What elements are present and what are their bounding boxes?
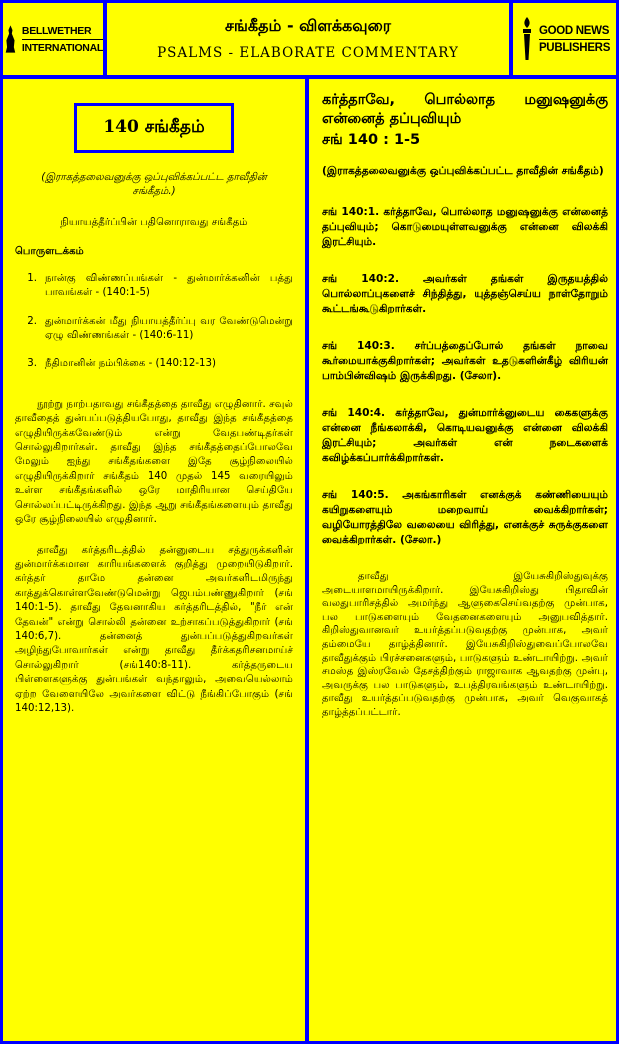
logo-left-line2: INTERNATIONAL bbox=[21, 41, 103, 54]
verse-140-1: சங் 140:1. கர்த்தாவே, பொல்லாத மனுஷனுக்கு என்னைத் தப்புவியும்; கொடுமையுள்ளவனுக்கு என்னை விலக்கி இரட்சியும். bbox=[322, 206, 608, 248]
outline-item bbox=[15, 357, 293, 371]
outline-number: 3. bbox=[27, 358, 37, 370]
verse-140-5: சங் 140:5. அகங்காரிகள் எனக்குக் கண்ணியையும் கயிறுகளையும் மறைவாய் வைக்கிறார்கள்; வழியோரத்திலே வலையை விரித்து, எனக்குச் சுருக்குகளை வைக்கிறார்கள். (சேலா.) bbox=[322, 489, 608, 546]
logo-right-line1: GOOD NEWS bbox=[539, 23, 610, 40]
page-header bbox=[107, 3, 509, 75]
section-heading-ref: சங் 140 : 1-5 bbox=[322, 132, 421, 148]
outline-item bbox=[15, 272, 293, 301]
outline-heading: பொருளடக்கம் bbox=[15, 245, 84, 257]
judgment-line: நியாயத்தீர்ப்பின் பதினொராவது சங்கீதம் bbox=[60, 216, 248, 228]
outline-text: நான்கு விண்ணப்பங்கள் - துன்மார்க்கனின் பத்து பாவங்கள் - (140:1-5) bbox=[45, 272, 293, 299]
psalm-title: 140 சங்கீதம் bbox=[74, 103, 234, 153]
title-english: PSALMS - ELABORATE COMMENTARY bbox=[157, 45, 459, 61]
title-tamil: சங்கீதம் - விளக்கவுரை bbox=[224, 16, 391, 35]
outline-number: 1. bbox=[27, 272, 37, 284]
right-column bbox=[309, 79, 616, 1041]
commentary-paragraph: தாவீது இயேசுகிறிஸ்துவுக்கு அடையாளமாயிருக்கிறார். இயேசுகிறிஸ்து பிதாவின் வலதுபாரிசத்தில் அமர்ந்து ஆளுகைசெய்வதற்கு முன்பாக, பல பாடுகளையும் வேதனைகளையும் அனுபவித்தார். கிறிஸ்துவானவர் உயர்த்தப்படுவதற்கு முன்பாக, அவர் தம்மையே தாழ்த்தினார். இயேசுகிறிஸ்துவைப்போலவே தாவீதுக்கும் பிரச்சனைகளும், பாடுகளும் உண்டாயிற்று. அவர் சமஸ்த இஸ்ரவேல் தேசத்திற்கும் ராஜாவாக ஆவதற்கு முன்பு, அவருக்கு பல பாடுகளும், உபத்திரவங்களும் உண்டாயிற்று. தாவீது உயர்த்தப்படுவதற்கு முன்பாக, அவர் வெகுவாகத் தாழ்த்தப்பட்டார். bbox=[322, 571, 608, 718]
bellwether-logo bbox=[3, 3, 103, 75]
logo-left-text bbox=[22, 23, 103, 56]
summary-paragraph: தாவீது கர்த்தரிடத்தில் தன்னுடைய சத்துருக்களின் துன்மார்க்கமான காரியங்களைக் குறித்து முறையிடுகிறார். கர்த்தர் தாமே தன்னை அவர்களிடமிருந்து காத்துக்கொள்ளவேண்டுமென்று ஜெபம்பண்ணுகிறார் (சங் 140:1-5). தாவீது தேவனாகிய கர்த்தரிடத்தில், "நீர் என் தேவன்" என்று சொல்லி தன்னை உற்சாகப்படுத்துகிறார் (சங் 140:6,7). தன்னைத் துன்பப்படுத்துகிறவர்கள் அழிந்துபோவார்கள் என்று தாவீது தீர்க்கதரிசனமாய்ச் சொல்லுகிறார் (சங்140:8-11). கர்த்தருடைய பிள்ளைகளுக்கு துன்பங்கள் வந்தாலும், அவையெல்லாம் ஏற்ற வேளையிலே அவர்களை விட்டு நீங்கிப்போகும் (சங் 140:12,13). bbox=[15, 544, 293, 714]
psalm-subtitle: (இராகத்தலைவனுக்கு ஒப்புவிக்கப்பட்ட தாவீதின் சங்கீதம்.) bbox=[41, 172, 267, 198]
outline-list bbox=[15, 272, 293, 372]
torch-icon bbox=[519, 16, 535, 62]
outline-text: துன்மார்க்கன் மீது நியாயத்தீர்ப்பு வர வேண்டுமென்று ஏழு விண்ணங்கள் - (140:6-11) bbox=[45, 315, 293, 342]
logo-right-text bbox=[539, 23, 610, 56]
logo-right-line2: PUBLISHERS bbox=[538, 41, 611, 54]
verse-140-3: சங் 140:3. சர்ப்பத்தைப்போல் தங்கள் நாவை கூர்மையாக்குகிறார்கள்; அவர்கள் உதடுகளின்கீழ் விரியன் பாம்பின்விஷம் இருக்கிறது. (சேலா). bbox=[322, 340, 608, 382]
intro-paragraph: நூற்று நாற்பதாவது சங்கீதத்தை தாவீது எழுதினார். சவுல் தாவீதைத் துன்பப்படுத்தியபோது, தாவீது இந்த சங்கீதத்தை எழுதியிருக்கவேண்டும் என்று வேதபண்டிதர்கள் சொல்லுகிறார்கள். தாவீது இந்த சங்கீதத்தைப்போலவே மேலும் ஐந்து சங்கீதங்களை இதே சூழ்நிலையில் எழுதியிருக்கிறார் சங்கீதம் 140 முதல் 145 வரையிலும் உள்ள சங்கீதங்களில் ஒரே மாதிரியான செய்தியே சொல்லப்பட்டிருக்கிறது. இந்த ஆறு சங்கீதங்களையும் தாவீது ஒரே சூழ்நிலையில் எழுதினார். bbox=[15, 398, 293, 526]
logo-left-line1: BELLWETHER bbox=[22, 23, 103, 40]
section-heading bbox=[322, 91, 608, 150]
good-news-logo bbox=[513, 3, 616, 75]
outline-number: 2. bbox=[27, 315, 37, 327]
section-heading-text: கர்த்தாவே, பொல்லாத மனுஷனுக்கு என்னைத் தப்புவியும் bbox=[322, 92, 608, 127]
verse-140-4: சங் 140:4. கர்த்தாவே, துன்மார்க்னுடைய கைகளுக்கு என்னை நீங்கலாக்கி, கொடியவனுக்கு என்னை விலக்கி இரட்சியும்; அவர்கள் என் நடைகளைக் கவிழ்க்கப்பார்க்கிறார்கள். bbox=[322, 407, 608, 464]
outline-text: நீதிமானின் நம்பிக்கை - (140:12-13) bbox=[45, 358, 216, 370]
verse-140-2: சங் 140:2. அவர்கள் தங்கள் இருதயத்தில் பொல்லாப்புகளைச் சிந்தித்து, யுத்தஞ்செய்ய நாள்தோறும் கூட்டங்கூடுகிறார்கள். bbox=[322, 273, 608, 315]
section-subtitle: (இராகத்தலைவனுக்கு ஒப்புவிக்கப்பட்ட தாவீதின் சங்கீதம்) bbox=[322, 165, 604, 177]
outline-item bbox=[15, 315, 293, 344]
left-column bbox=[3, 79, 305, 1041]
bell-figure-icon bbox=[3, 17, 18, 61]
